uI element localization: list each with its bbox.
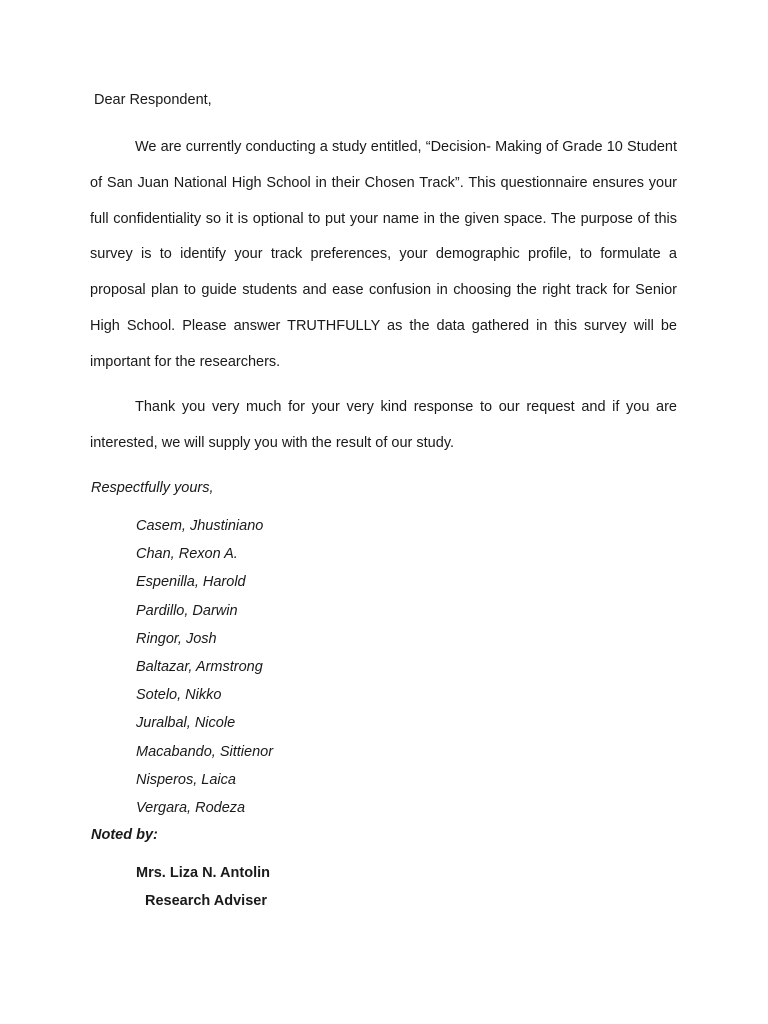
closing-line: Respectfully yours, (91, 480, 214, 496)
signatory-name: Ringor, Josh (136, 630, 217, 647)
signatory-list (136, 516, 273, 826)
signatory-name: Nisperos, Laica (136, 771, 236, 788)
signatory-name: Baltazar, Armstrong (136, 658, 263, 675)
salutation: Dear Respondent, (94, 92, 212, 108)
adviser-name: Mrs. Liza N. Antolin (136, 865, 270, 881)
adviser-title: Research Adviser (145, 893, 267, 909)
signatory-name: Pardillo, Darwin (136, 602, 238, 619)
signatory-name: Espenilla, Harold (136, 574, 246, 591)
intro-paragraph: We are currently conducting a study entitled, “Decision- Making of Grade 10 Student of San Juan National High School in their Chosen Track”. This questionnaire ensures your full confidentiality so it is optional to put your name in the given space. The purpose of this survey is to identify your track preferences, your demographic profile, to formulate a proposal plan to guide students and ease confusion in choosing the right track for Senior High School. Please answer TRUTHFULLY as the data gathered in this survey will be important for the researchers. (90, 139, 677, 370)
signatory-name: Casem, Jhustiniano (136, 518, 264, 534)
signatory-name: Sotelo, Nikko (136, 687, 222, 704)
thank-you-paragraph: Thank you very much for your very kind response to our request and if you are interested, we will supply you with the result of our study. (90, 399, 677, 451)
signatory-name: Vergara, Rodeza (136, 799, 246, 816)
signatory-name: Juralbal, Nicole (136, 715, 236, 732)
signatory-name: Macabando, Sittienor (136, 743, 274, 760)
noted-by-label: Noted by: (91, 827, 158, 843)
signatory-name: Chan, Rexon A. (136, 546, 238, 563)
